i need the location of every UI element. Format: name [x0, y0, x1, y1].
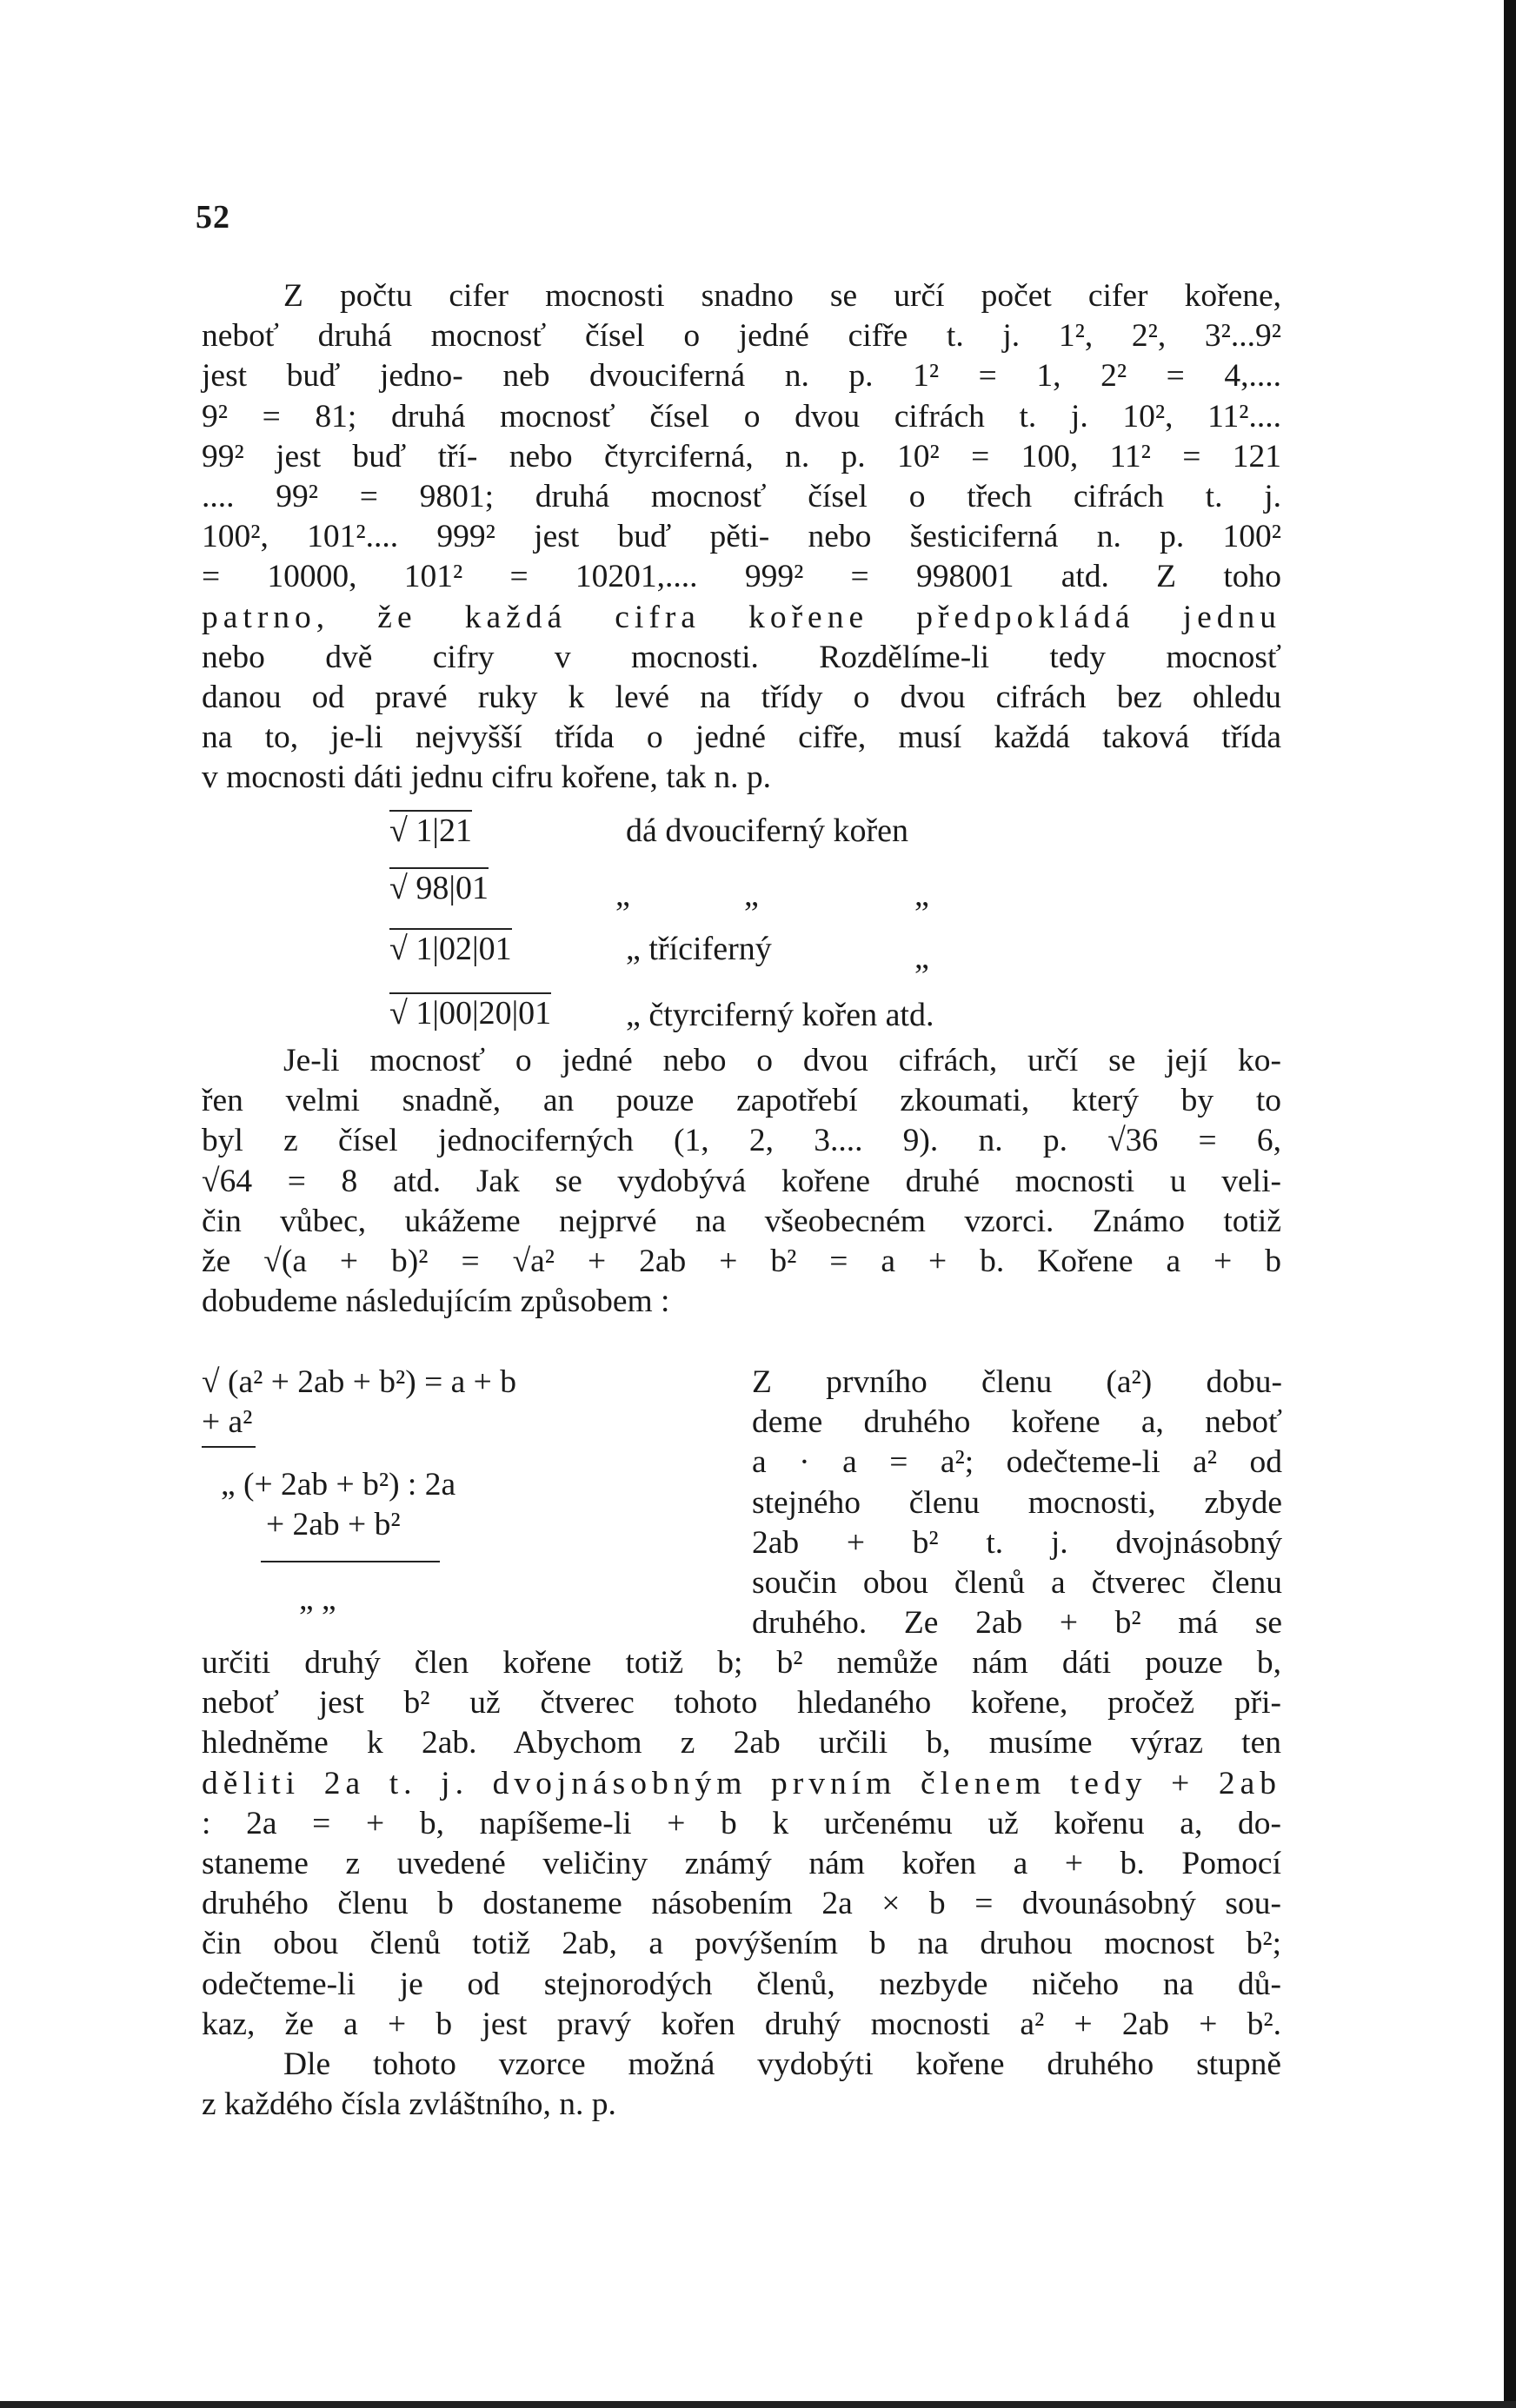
text-line: Z prvního členu (a²) dobu-: [752, 1364, 1282, 1400]
text-line: v mocnosti dáti jednu cifru kořene, tak n. p.: [202, 760, 772, 796]
paragraph-3: [202, 1643, 1281, 2045]
text-line: na to, je-li nejvyšší třída o jedné cifře, musí každá taková třída: [202, 720, 1281, 756]
text-line: řen velmi snadně, an pouze zapotřebí zkoumati, který by to: [202, 1083, 1281, 1119]
text-line: děliti 2a t. j. dvojnásobným prvním členem tedy + 2ab: [202, 1765, 1281, 1801]
example-desc-1: dá dvouciferný kořen: [626, 813, 908, 849]
derivation-explanation: [752, 1363, 1282, 1643]
example-desc-2a: „: [615, 877, 630, 913]
text-line: staneme z uvedené veličiny známý nám kořen a + b. Pomocí: [202, 1846, 1281, 1882]
text-line: a · a = a²; odečteme-li a² od: [752, 1444, 1282, 1481]
text-line: jest buď jedno- neb dvouciferná n. p. 1² = 1, 2² = 4,....: [202, 358, 1281, 395]
example-desc-2b: „: [744, 877, 759, 913]
text-line: deme druhého kořene a, neboť: [752, 1404, 1282, 1441]
derivation-line-1: √ (a² + 2ab + b²) = a + b: [202, 1364, 516, 1400]
scan-edge-right: [1504, 0, 1516, 2408]
text-line: √64 = 8 atd. Jak se vydobývá kořene druhé mocnosti u veli-: [202, 1163, 1281, 1199]
text-line: stejného členu mocnosti, zbyde: [752, 1484, 1282, 1521]
derivation-line-5: „ „: [299, 1582, 336, 1617]
page-number: 52: [196, 199, 230, 235]
text-line: že √(a + b)² = √a² + 2ab + b² = a + b. Kořene a + b: [202, 1244, 1281, 1280]
text-line: druhého členu b dostaneme násobením 2a × b = dvounásobný sou-: [202, 1886, 1281, 1922]
text-line: hledněme k 2ab. Abychom z 2ab určili b, musíme výraz ten: [202, 1725, 1281, 1761]
example-root-3: √ 1|02|01: [389, 930, 512, 968]
text-line: 9² = 81; druhá mocnosť čísel o dvou cifrách t. j. 10², 11²....: [202, 398, 1281, 435]
text-line: danou od pravé ruky k levé na třídy o dvou cifrách bez ohledu: [202, 680, 1281, 716]
text-line: patrno, že každá cifra kořene předpokládá jednu: [202, 599, 1281, 635]
example-root-1: √ 1|21: [389, 812, 472, 850]
text-line: Je-li mocnosť o jedné nebo o dvou cifrách, určí se její ko-: [283, 1043, 1281, 1078]
example-desc-4: „ čtyrciferný kořen atd.: [626, 997, 934, 1033]
text-line: neboť druhá mocnosť čísel o jedné cifře t. j. 1², 2², 3²...9²: [202, 318, 1281, 355]
text-line: 2ab + b² t. j. dvojnásobný: [752, 1524, 1282, 1561]
scan-edge-bottom: [0, 2401, 1516, 2408]
example-desc-3b: „: [914, 939, 929, 976]
text-line: odečteme-li je od stejnorodých členů, nezbyde ničeho na dů-: [202, 1966, 1281, 2002]
example-desc-2c: „: [914, 877, 929, 913]
paragraph-4: [202, 2045, 1281, 2125]
text-line: Z počtu cifer mocnosti snadno se určí počet cifer kořene,: [283, 278, 1281, 314]
example-desc-3: „ tříciferný: [626, 931, 772, 967]
derivation-line-2: + a²: [202, 1404, 253, 1440]
text-line: čin vůbec, ukážeme nejprvé na všeobecném vzorci. Známo totiž: [202, 1203, 1281, 1239]
text-line: součin obou členů a čtverec členu: [752, 1565, 1282, 1602]
derivation-rule-1: [202, 1446, 256, 1448]
text-line: dobudeme následujícím způsobem :: [202, 1284, 670, 1320]
text-line: určiti druhý člen kořene totiž b; b² nemůže nám dáti pouze b,: [202, 1645, 1281, 1681]
derivation-rule-2: [261, 1561, 440, 1562]
text-line: 99² jest buď tří- nebo čtyrciferná, n. p. 10² = 100, 11² = 121: [202, 438, 1281, 474]
text-line: nebo dvě cifry v mocnosti. Rozdělíme-li tedy mocnosť: [202, 639, 1281, 675]
text-line: z každého čísla zvláštního, n. p.: [202, 2086, 616, 2123]
paragraph-1: [202, 276, 1281, 799]
text-line: : 2a = + b, napíšeme-li + b k určenému už kořenu a, do-: [202, 1805, 1281, 1841]
text-line: .... 99² = 9801; druhá mocnosť čísel o třech cifrách t. j.: [202, 479, 1281, 515]
text-line: Dle tohoto vzorce možná vydobýti kořene druhého stupně: [283, 2046, 1281, 2082]
text-line: druhého. Ze 2ab + b² má se: [752, 1605, 1282, 1642]
text-line: neboť jest b² už čtverec tohoto hledaného kořene, pročež při-: [202, 1685, 1281, 1721]
example-root-4: √ 1|00|20|01: [389, 994, 551, 1032]
text-line: byl z čísel jednociferných (1, 2, 3.... 9). n. p. √36 = 6,: [202, 1123, 1281, 1159]
derivation-line-3: „ (+ 2ab + b²) : 2a: [221, 1467, 456, 1503]
text-line: = 10000, 101² = 10201,.... 999² = 998001 atd. Z toho: [202, 559, 1281, 595]
text-line: 100², 101².... 999² jest buď pěti- nebo šesticiferná n. p. 100²: [202, 519, 1281, 555]
derivation-line-4: + 2ab + b²: [266, 1507, 401, 1542]
text-line: kaz, že a + b jest pravý kořen druhý mocnosti a² + 2ab + b².: [202, 2006, 1281, 2042]
example-root-2: √ 98|01: [389, 869, 489, 907]
paragraph-2: [202, 1041, 1281, 1322]
text-line: čin obou členů totiž 2ab, a povýšením b na druhou mocnost b²;: [202, 1926, 1281, 1962]
